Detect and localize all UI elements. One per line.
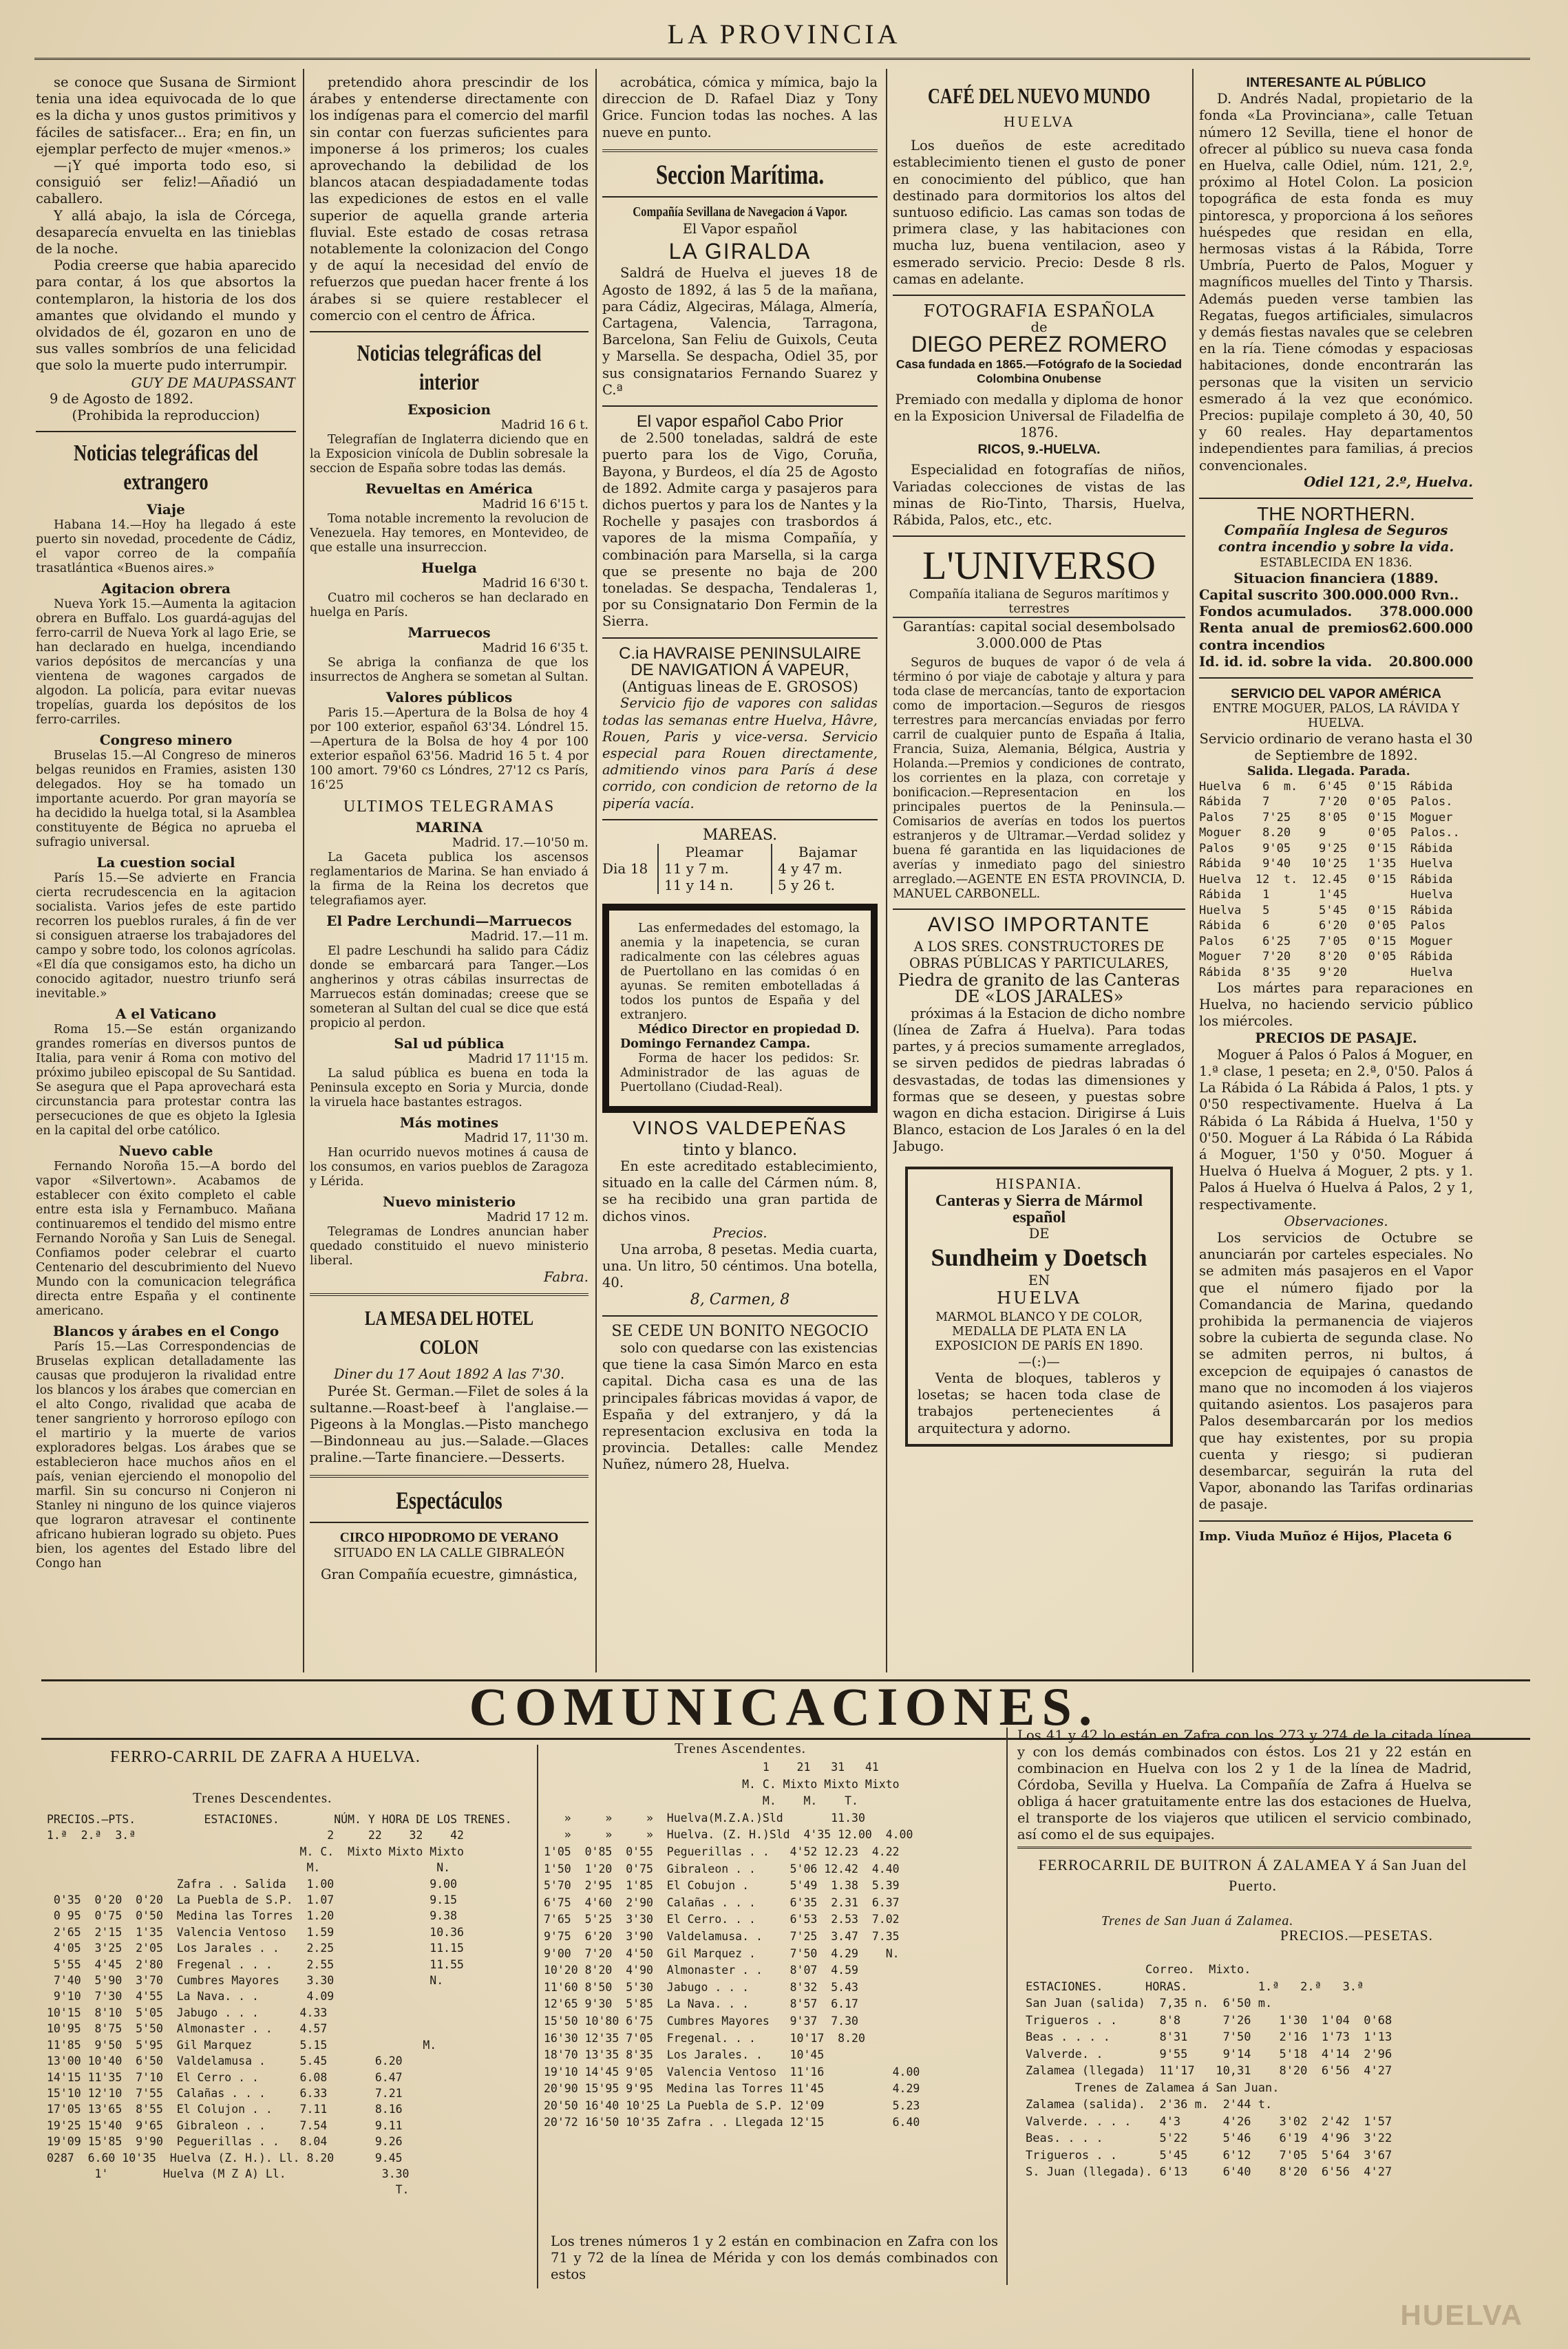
hispania-sep: —(:)— [1018,1353,1060,1370]
northern-title: THE NORTHERN. [1257,503,1415,525]
news-item-heading: Nuevo cable [118,1142,213,1160]
column-rule [1006,1728,1008,2285]
news-item-heading: Viaje [147,501,185,518]
cafe-text: Los dueños de este acreditado establecimiento tienen el gusto de poner en conocimiento del público, que han destinado para dormitorios los altos del suntuoso edificio. Las camas son todas de primera clase, y las habitaciones con mucha luz, buena ventilacion, aseo y esmerado servicio. Precio: Desde 8 rls. camas en adelante. [893,138,1185,287]
section-heading: Noticias telegráficas del interior [357,341,542,396]
fc-asc-table: 1 21 31 41 M. C. Mixto Mixto Mixto M. M. T. » » » Huelva(M.Z.A.)Sld 11.30 » » » Huelva. (Z. H.)Sld 4'35 12.00 4.00 1'05 0'85 0'55 Peguerillas . . 4'52 12.23 4.22 1'50 1'20 0'75 Gibraleon . . 5'06 12.42 4.40 5'70 2'95 1'85 El Cobujon . 5'49 1.38 5.39 6'75 4'60 2'90 Calañas . . . 6'35 2.31 6.37 7'65 5'25 3'30 El Cerro. . . 6'53 2.53 7.02 9'75 6'20 3'90 Valdelamusa. . 7'25 3.47 7.35 9'00 7'20 4'50 Gil Marquez . 7'50 4.29 N. 10'20 8'20 4'90 Almonaster . . 8'07 4.59 11'60 8'50 5'30 Jabugo . . . 8'32 5.43 12'65 9'30 5'85 La Nava. . . 8'57 6.17 15'50 10'80 6'75 Cumbres Mayores 9'37 7.30 16'30 12'35 7'05 Fregenal. . . 10'17 8.20 18'70 13'35 8'35 Los Jarales. . 10'45 19'10 14'45 9'05 Valencia Ventoso 11'16 4.00 20'90 15'95 9'95 Medina las Torres 11'45 4.29 20'50 16'40 10'25 La Puebla de S.P. 12'09 5.23 20'72 16'50 10'35 Zafra . . Llegada 12'15 6.40 [544,1761,920,2129]
cafe-city: HUELVA [1003,114,1075,130]
schedule-row: Rábida 9'40 10'25 1'35 Huelva [1199,857,1453,871]
divider [310,1522,589,1523]
news-item-heading: Valores públicos [385,689,513,706]
vinos-sub: tinto y blanco. [682,1140,798,1159]
mareas-day: Dia 18 [602,860,648,878]
hispania-marmol: MARMOL BLANCO Y DE COLOR, MEDALLA DE PLATA EN LA EXPOSICION DE PARÍS EN 1890. [935,1310,1143,1353]
column-rule [595,69,597,1672]
vinos-title: VINOS VALDEPEÑAS [633,1116,847,1138]
vapor-america-title: SERVICIO DEL VAPOR AMÉRICA [1231,685,1441,701]
story-para: Podia creerse que habia aparecido para contar, á los que absortos la contemplaron, la historia de los dos amantes que olvidando el mundo y olvidados de él, gozaron en uno de sus valles sombríos de una felicidad que solo la muerte pudo interrumpir. [36,257,296,374]
aguas-ad [602,904,878,1113]
news-item-text: París 15.—Las Correspondencias de Bruselas explican detalladamente las causas que produjeron la rivalidad entre los blancos y los árabes que comercian en el alto Congo, rivalidad que acaba de tener sangriento y horroroso epílogo con el martirio y la muerte de varios exploradores belgas. Los árabes que se establecieron hace muchos años en el país, venian ejerciendo el monopolio del marfil. Sin su concurso ni Conjeron ni Stanley ni ninguno de los quince viajeros que lograron atravesar el continente africano hubieran logrado su objeto. Pues bien, los agentes del Estado libre del Congo han [36,1340,296,1571]
aviso-to: A LOS SRES. CONSTRUCTORES DE OBRAS PÚBLICAS Y PARTICULARES, [909,938,1169,972]
imprenta: Imp. Viuda Muñoz é Hijos, Placeta 6 [1199,1529,1452,1544]
buitron-table: Correo. Mixto. ESTACIONES. HORAS. 1.ª 2.ª 3.ª San Juan (salida) 7,35 n. 6'50 m. Trigueros . . 8'8 7'26 1'30 1'04 0'68 Beas . . . . 8'31 7'50 2'16 1'73 1'13 Valverde. . 9'55 9'14 5'18 4'14 2'96 Zalamea (llegada) 11'17 10,31 8'20 6'56 4'27 Trenes de Zalamea á San Juan. Zalamea (salida). 2'36 m. 2'44 t. Valverde. . . . 4'3 4'26 3'02 2'42 1'57 Beas. . . . 5'22 5'46 6'19 4'96 3'22 Trigueros . . 5'45 6'12 7'05 5'64 3'67 S. Juan (llegada). 6'13 6'40 8'20 6'56 4'27 [1026,1963,1392,2179]
column-5 [1199,74,1473,1671]
divider [602,637,878,639]
schedule-row: Rábida 8'35 9'20 Huelva [1199,965,1453,979]
news-items [310,820,589,1268]
precios-label: Precios. [712,1224,767,1241]
news-item-heading: A el Vaticano [115,1006,217,1023]
vapor-america-text: Servicio ordinario de verano hasta el 30 de Septiembre de 1892. [1199,731,1473,764]
schedule-row: Moguer 8.20 9 0'05 Palos.. [1199,826,1460,840]
column-rule [537,1745,538,2288]
hispania-cant: Canteras y Sierra de Mármol español [935,1191,1143,1226]
bajamar [771,844,878,894]
news-item-date: Madrid 16 6'30 t. [482,577,589,591]
news-item-text: Fernando Noroña 15.—A bordo del vapor «Silvertown». Acabamos de establecer con éxito completo el cable entre esta isla y Fernambuco. Mañana continuaremos el tendido del mismo entre Fernando Noroña y San Luis de Senegal. Confiamos poder celebrar el cuarto Centenario del descubrimiento del Nuevo Mundo con la comunicacion telegráfica directa entre España y el continente americano. [36,1160,296,1319]
foto-text: Especialidad en fotografías de niños, Variadas colecciones de vistas de las minas de Rio-Tinto, Tharsis, Huelva, Rábida, Palos, etc., etc. [893,462,1185,529]
story-author: GUY DE MAUPASSANT [131,374,296,391]
precios-pasaje-text: Moguer á Palos ó Palos á Moguer, en 1.ª clase, 1 peseta; en 2.ª, 0'50. Palos á La Rábida ó La Rábida á Palos, 1 pts. y 0'50 respectivamente. Huelva á La Rábida ó La Rábida á Huelva, 1'50 y 0'50. Moguer á La Rábida ó La Rábida á Moguer, 1'50 y 0'50. Moguer á Huelva ó Huelva á Moguer, 2 pts. y 1. Palos á Huelva ó Huelva á Palos, 2 y 1, respectivamente. [1199,1046,1473,1213]
financial-label: Id. id. id. sobre la vida. [1199,653,1373,670]
mesa-menu: Purée St. German.—Filet de soles á la sultanne.—Roast-beef à l'anglaise.—Pigeons à la Monglas.—Pisto manchego—Bindonneau au jus.—Salade.—Glaces praline.—Tarte financiere.—Desserts. [310,1383,589,1466]
foto-de: de [1030,319,1048,336]
observaciones-title: Observaciones. [1284,1213,1388,1229]
financial-label: Capital suscrito 300.000.000 Rvn.. [1199,586,1459,603]
news-item-heading: MARINA [415,819,483,836]
ultimos-heading: ULTIMOS TELEGRAMAS [343,798,555,816]
news-item-date: Madrid 17, 11'30 m. [464,1131,589,1146]
fc-right-text: Los 41 y 42 lo están en Zafra con los 273 y 274 de la citada línea y con los demás combinados con éstos. Los 21 y 22 están en combinacion en Huelva con los 2 y 1 de la línea de Madrid, Córdoba, Sevilla y Huelva. La Compañía de Zafra á Huelva se obliga á hacer gratuitamente entre las dos estaciones de Huelva, el transporte de los viajeros que utilicen el servicio combinado, así como el de sus equipajes. [1017,1728,1472,1842]
story-date: 9 de Agosto de 1892. [50,390,193,407]
news-item-heading: Sal ud pública [394,1035,505,1052]
cabo-text: de 2.500 toneladas, saldrá de este puerto para los de Vigo, Coruña, Bayona, y Burdeos, el día 25 de Agosto de 1892. Admite carga y pasajeros para dichos puertos y para los de Nantes y la Rochelle y pasajes con trasbordos á vapores de la misma Compañía, y combinación para Marsella, si la carga que se presente no baja de 200 toneladas. Se despacha, Tendaleras 1, por su Consignatario Don Fermin de la Sierra. [602,430,878,630]
hispania-text: Venta de bloques, tableros y losetas; se hacen toda clase de trabajos pertenecientes á arquitectura y adorno. [918,1370,1161,1436]
news-item-date: Madrid 16 6 t. [500,418,589,433]
havraise-title: C.ia HAVRAISE PENINSULAIRE [619,644,861,663]
havraise-text: Servicio fijo de vapores con salidas todas las semanas entre Huelva, Hâvre, Rouen, Paris y vice-versa. Servicio especial para Rouen directamente, admitiendo vinos para París á dese corrido, con condicion de retorno de la pipería vacía. [602,695,878,811]
bajamar-val: 4 y 47 m. [778,860,843,878]
mareas-title: MAREAS. [702,826,778,844]
divider [893,535,1185,537]
news-item-text: Toma notable incremento la revolucion de Venezuela. Hay temores, en Montevideo, de que estalle una insurreccion. [310,512,589,555]
news-item-text: Telegrafían de Inglaterra diciendo que en la Exposicion vinícola de Dublin sobresale la seccion de España sobre todas las demás. [310,433,589,476]
news-item-text: París 15.—Se advierte en Francia cierta recrudescencia en la agitacion socialista. Varios jefes de este partido recorren los pueblos rurales, á fin de ver si consiguen atraerse los trabajadores del campo y sobre todo, los colonos agrícolas. «El día que consigamos esto, ha dicho un conocido agitador, nuestro triunfo será inevitable.» [36,871,296,1001]
northern-sit: Situacion financiera (1889. [1233,570,1439,586]
news-items [36,502,296,1571]
espectaculos-heading: Espectáculos [396,1486,502,1514]
schedule-row: Palos 7'25 8'05 0'15 Moguer [1199,810,1453,825]
divider [893,295,1185,296]
news-item-text: Se abriga la confianza de que los insurrectos de Anghera se sometan al Sultan. [310,656,589,685]
news-item-heading: Marruecos [407,624,491,641]
schedule-row: Rábida 7 7'20 0'05 Palos. [1199,795,1453,809]
news-item-heading: Agitacion obrera [101,580,231,597]
financial-value: 62.600.000 [1388,620,1473,637]
comunicaciones-heading: COMUNICACIONES. [469,1677,1099,1736]
hispania-title: HISPANIA. [995,1176,1083,1192]
aviso-piedra: Piedra de granito de las Canteras DE «LOS JARALES» [898,970,1180,1007]
schedule-row: Palos 9'05 9'25 0'15 Rábida [1199,841,1453,855]
divider [310,331,589,332]
universo-sub: Compañía italiana de Seguros marítimos y terrestres [893,588,1185,618]
news-item-heading: La cuestion social [96,854,235,871]
column-rule [303,69,304,1672]
divider [1199,498,1473,499]
schedule-row: Huelva 5 5'45 0'15 Rábida [1199,903,1453,917]
fc-desc-table: PRECIOS.—PTS. ESTACIONES. NÚM. Y HORA DE LOS TRENES. 1.ª 2.ª 3.ª 2 22 32 42 M. C. Mixto Mixto Mixto M. N. Zafra . . Salida 1.00 9.00 0'35 0'20 0'20 La Puebla de S.P. 1.07 9.15 0 95 0'75 0'50 Medina las Torres 1.20 9.38 2'65 2'15 1'35 Valencia Ventoso 1.59 10.36 4'05 3'25 2'05 Los Jarales . . 2.25 11.15 5'55 4'45 2'80 Fregenal . . . 2.55 11.55 7'40 5'90 3'70 Cumbres Mayores 3.30 N. 9'10 7'30 4'55 La Nava. . . 4.09 10'15 8'10 5'05 Jabugo . . . 4.33 10'95 8'75 5'50 Almonaster . . 4.57 11'85 9'50 5'95 Gil Marquez 5.15 M. 13'00 10'40 6'50 Valdelamusa . 5.45 6.20 14'15 11'35 7'10 El Cerro . . 6.08 6.47 15'10 12'10 7'55 Calañas . . . 6.33 7.21 17'05 13'65 8'55 El Colujon . . 7.11 8.16 19'25 15'40 9'65 Gibraleon . . 7.54 9.11 19'09 15'85 9'90 Peguerillas . . 8.04 9.26 0287 6.60 10'35 Huelva (Z. H.). Ll. 8.20 9.45 1' Huelva (M Z A) Ll. 3.30 T. [47,1813,512,2197]
intro-para: pretendido ahora prescindir de los árabes y entenderse directamente con los indígenas para el comercio del marfil sin contar con fuerzas suficientes para imponerse á los primeros; los cuales aprovechando la debilidad de los blancos atacan despiadadamente todas las expediciones de estos en el valle superior de aquella grande arteria fluvial. Este estado de cosas retrasa notablemente la colonizacion del Congo y de aquí la necesidad del envío de refuerzos que puedan hacer frente á los árabes si se quiere restablecer el comercio con el centro de África. [310,74,589,323]
column-rule [1192,69,1194,1672]
news-item-text: Habana 14.—Hoy ha llegado á este puerto sin novedad, procedente de Cádiz, el vapor correo de la compañía trasatlántica «Buenos aires.» [36,518,296,576]
news-item-heading: Revueltas en América [365,480,533,498]
hispania-sund: Sundheim y Doetsch [931,1244,1147,1272]
story-para: se conoce que Susana de Sirmiont tenia una idea equivocada de lo que es la dicha y unos gustos primitivos y fáciles de satisfacer... Era; en fin, un ejemplar perfecto de mujer «menos.» [36,74,296,157]
financial-label: Fondos acumulados. [1199,604,1353,620]
precios-text: Una arroba, 8 pesetas. Media cuarta, una. Un litro, 50 céntimos. Una botella, 40. [602,1241,878,1291]
fc-title: FERRO-CARRIL DE ZAFRA A HUELVA. [110,1748,421,1766]
financial-value: 378.000.000 [1379,604,1473,620]
financial-row [1199,587,1473,604]
news-item-date: Madrid 17 11'15 m. [467,1052,589,1067]
aviso-text: próximas á la Estacion de dicho nombre (línea de Zafra á Huelva). Para todas partes, y á precios sumamente arreglados, se sirven pedidos de piedras labradas ó desvastadas, de todas las dimensiones y formas que se deseen, y puestas sobre wagon en dicha estacion. Dirigirse á Luis Blanco, estacion de Los Jarales ó en la del Jabugo. [893,1005,1185,1155]
foto-title: FOTOGRAFIA ESPAÑOLA [923,301,1155,321]
aviso-title: AVISO IMPORTANTE [927,913,1151,936]
schedule-header: Salida. Llegada. Parada. [1247,764,1410,778]
divider [1199,1520,1473,1522]
divider [602,819,878,820]
masthead: LA PROVINCIA [667,19,901,50]
foto-fund: Casa fundada en 1865.—Fotógrafo de la Sociedad Colombina Onubense [896,357,1183,385]
agency: Fabra. [543,1268,589,1286]
news-item-text: Nueva York 15.—Aumenta la agitacion obrera en Buffalo. Los guardá-agujas del ferro-carril de Nueva York al lago Erie, se han declarado en huelga, incendiando varios depósitos de mercancías y una vientena de wagones cargados de algodon. La policía, para evitar nuevas tropelías, guarda los depósitos de los ferro-carriles. [36,597,296,727]
pleamar-val: 11 y 7 m. [664,860,729,878]
circo-title: CIRCO HIPODROMO DE VERANO [339,1530,559,1545]
universo-text: Seguros de buques de vapor ó de vela á término ó por viaje de cabotaje y altura y para toda clase de mercancías, tanto de exportacion como de importacion.—Seguros de riesgos terrestres para mercancías enviadas por ferro carril de cualquier punto de España á Italia, Francia, Suiza, Alemania, Bélgica, Austria y Holanda.—Premios y condiciones de contrato, los corrientes en la plaza, con corretaje y bonificacion.—Representacion en los principales puertos de la Peninsula.—Comisarios de averías en todos los puertos estranjeros y de Ultramar.—Verdad solidez y buena fé garantida en las liquidaciones de averías y inmediato pago del siniestro arreglado.—AGENTE EN ESTA PROVINCIA, D. MANUEL CARBONELL. [893,655,1185,901]
diego-title: DIEGO PEREZ ROMERO [911,332,1167,357]
financial-label: Renta anual de premios contra incendios [1199,620,1389,653]
schedule-row: Rábida 6 6'20 0'05 Palos [1199,919,1446,933]
story-para: —¡Y qué importa todo eso, si consiguió ser feliz!—Añadió un caballero. [36,158,296,207]
precios-pasaje-title: PRECIOS DE PASAJE. [1255,1030,1417,1046]
schedule-row: Huelva 12 t. 12.45 0'15 Rábida [1199,872,1453,886]
corner-logo: HUELVA [1400,2299,1523,2331]
buitron-sub: Trenes de San Juan á Zalamea. [1101,1913,1294,1928]
vinos-text: En este acreditado establecimiento, situado en la calle del Cármen núm. 8, se ha recibido una gran partida de dichos vinos. [602,1158,878,1224]
foto-premiado: Premiado con medalla y diploma de honor en la Exposicion Universal de Filadelfia de 1876. [893,391,1185,441]
havraise-title2: DE NAVIGATION Á VAPEUR, [631,660,849,679]
hispania-huelva: HUELVA [997,1288,1081,1308]
news-item-heading: Más motines [399,1114,499,1131]
news-items [310,403,589,793]
observaciones-text: Los servicios de Octubre se anunciarán por carteles especiales. No se admiten más pasajeros en el Vapor que el número fijado por la Comandancia de Marina, quedando prohibida la permanencia de viajeros sobre la cubierta de segunda clase. No se admiten perros, ni bultos, á excepcion de equipajes ó canastos de mano que no incomoden á los viajeros quitando asientos. Los pasajeros para Palos desembarcarán por los medios que hay existentes, por su propia cuenta y riesgo; si pudieran desembarcar, seguirán la ruta del Vapor, abonando las Tarifas ordinarias de pasaje. [1199,1230,1473,1513]
odiel-address: Odiel 121, 2.º, Huelva. [1304,474,1473,490]
column-rule [886,69,887,1672]
compania-title: Compañía Sevillana de Navegacion á Vapor. [633,204,847,220]
news-item-date: Madrid 16 6'35 t. [482,641,589,656]
story-prohib: (Prohibida la reproduccion) [72,407,260,424]
universo-title: L'UNIVERSO [922,543,1156,588]
circo-text: Gran Compañía ecuestre, gimnástica, [320,1566,578,1582]
circo-sub: SITUADO EN LA CALLE GIBRALEÓN [333,1546,565,1560]
mesa-title: LA MESA DEL HOTEL COLON [364,1307,534,1359]
financial-row [1199,620,1473,653]
news-item-text: Cuatro mil cocheros se han declarado en huelga en París. [310,591,589,620]
buitron-precios: PRECIOS.—PESETAS. [1280,1927,1433,1944]
news-item-date: Madrid. 17.—11 m. [470,930,589,944]
fc-desc-title: Trenes Descendentes. [193,1789,332,1806]
divider [310,1475,589,1478]
column-3 [602,74,878,1671]
seccion-maritima-heading: Seccion Marítima. [655,158,825,190]
carmen: 8, Carmen, 8 [690,1290,790,1308]
mesa-date: Diner du 17 Aout 1892 A las 7'30. [333,1366,565,1383]
news-item-date: Madrid 17 12 m. [486,1211,589,1225]
cafe-title: CAFÉ DEL NUEVO MUNDO [927,83,1151,108]
vapor-note: Los mártes para reparaciones en Huelva, no haciendo servicio público los miércoles. [1199,980,1473,1030]
hispania-en: EN [1028,1273,1050,1289]
divider [602,196,878,198]
bajamar-val: 5 y 26 t. [778,877,835,894]
financial-row [1199,654,1473,670]
news-item-heading: Congreso minero [99,732,233,749]
aguas-text2: Forma de hacer los pedidos: Sr. Administrador de las aguas de Puertollano (Ciudad-Real). [620,1051,860,1094]
northern-sub: Compañía Inglesa de Seguros contra incendio y sobre la vida. [1218,522,1454,555]
intro-para: acrobática, cómica y mímica, bajo la direccion de D. Rafael Diaz y Tony Grice. Funcion todas las noches. A las nueve en punto. [602,74,878,140]
vapor-label: El Vapor español [682,221,798,237]
divider [602,405,878,407]
divider [602,1315,878,1317]
cabo-title: El vapor español Cabo Prior [636,412,844,432]
hispania-ad [905,1167,1173,1447]
pleamar [657,844,764,894]
vapor-america-sub: ENTRE MOGUER, PALOS, LA RÁVIDA Y HUELVA. [1212,702,1460,731]
foto-rico: RICOS, 9.-HUELVA. [977,442,1101,458]
divider [602,149,878,152]
mareas-table [602,844,878,894]
news-item-text: Telegramas de Londres anuncian haber quedado constituido el nuevo ministerio liberal. [310,1225,589,1268]
divider [1017,1847,1472,1849]
buitron-title: FERROCARRIL DE BUITRON Á ZALAMEA Y á San Juan del Puerto. [1038,1856,1468,1894]
news-item-date: Madrid 16 6'15 t. [482,498,589,512]
news-item-heading: El Padre Lerchundi—Marruecos [326,913,572,930]
giralda-text: Saldrá de Huelva el jueves 18 de Agosto de 1892, á las 5 de la mañana, para Cádiz, Algeciras, Málaga, Almería, Cartagena, Valencia, Tarragona, Barcelona, San Feliu de Guixols, Ceuta y Marsella. Se despacha, Odiel 35, por sus consignatarios Fernando Suarez y C.ª [602,265,878,398]
schedule-row: Moguer 7'20 8'20 0'05 Rábida [1199,950,1453,964]
aguas-text: Las enfermedades del estomago, la anemia y la inapetencia, se curan radicalmente con las célebres aguas de Puertollano en las comidas ó en ayunas. Se remiten embotelladas á todos los puntos de España y del extranjero. [620,921,860,1022]
aguas-director: Médico Director en propiedad D. Domingo Fernandez Campa. [620,1022,860,1051]
financial-row [1199,604,1473,620]
divider [36,431,296,432]
column-1 [36,74,296,1671]
fc-nota: Los trenes números 1 y 2 están en combinacion en Zafra con los 71 y 72 de la línea de Mérida y con los demás combinados con estos [551,2233,998,2282]
schedule-row: Huelva 6 m. 6'45 0'15 Rábida [1199,779,1453,794]
column-2 [310,74,589,1671]
hispania-de: DE [1028,1226,1050,1242]
news-item-text: El padre Leschundi ha salido para Cádiz donde se embarcará para Tanger.—Los angherinos y otras cábilas insurrectas de Marruecos están dominadas; creese que se someteran al Sultan del cual se dice que está propicio al perdon. [310,944,589,1031]
schedule-row: Palos 6'25 7'05 0'15 Moguer [1199,934,1453,948]
news-item-text: Paris 15.—Apertura de la Bolsa de hoy 4 por 100 exterior, español 63'34. Lóndrel 15.—Apertura de la Bolsa de hoy 4 por 100 exterior español 63'56. Madrid 16 5 t. 4 por 100 amort. 79'60 cs Lóndres, 27'12 cs París, 16'25 [310,706,589,793]
fc-asc-title: Trenes Ascendentes. [675,1740,806,1756]
news-item-text: Roma 15.—Se están organizando grandes romerías en diversos puntos de Italia, para venir á Roma con motivo del próximo jubileo episcopal de Su Santidad. Se asegura que el Papa aprovechará esta circunstancia para protestar contra las persecuciones de que es objeto la Iglesia en la capital del orbe católico. [36,1023,296,1138]
schedule-table [1199,779,1473,981]
northern-estab: ESTABLECIDA EN 1836. [1260,555,1412,570]
giralda-title: LA GIRALDA [668,239,812,264]
divider [310,1293,589,1296]
pleamar-label: Pleamar [685,843,743,860]
story-para: Y allá abajo, la isla de Córcega, desaparecía envuelta en las tinieblas de la noche. [36,207,296,257]
divider [893,908,1185,910]
news-item-heading: Blancos y árabes en el Congo [52,1323,279,1340]
news-item-date: Madrid. 17.—10'50 m. [452,836,589,851]
section-heading: Noticias telegráficas del extrangero [73,440,259,496]
news-item-text: La Gaceta publica los ascensos reglamentarios de Marina. Se han enviado á la firma de la Reina los decretos que telegrafiamos ayer. [310,851,589,908]
interesante-title: INTERESANTE AL PÚBLICO [1246,75,1426,90]
interesante-text: D. Andrés Nadal, propietario de la fonda «La Provinciana», calle Tetuan número 12 Sevilla, tiene el honor de ofrecer al público su nueva casa fonda en Huelva, calle Odiel, núm. 121, 2.º, próximo al Hotel Colon. La posicion topográfica de esta fonda es muy pintoresca, y proporciona á los señores huéspedes que residan en ella, hermosas vistas á la Rábida, Torre Umbría, Puerto de Palos, Moguer y magníficos muelles del Tinto y Tharsis. Además pueden verse tambien las Regatas, fuegos artificiales, simulacros y demás fiestas navales que se celebren en la ría. Tiene cómodas y espaciosas habitaciones, donde encontrarán las personas que la visiten un servicio esmerado á la vez que económico. Precios: pupilaje completo á 30, 40, 50 y 60 reales. Hay departamentos independientes para familias, á precios convencionales. [1199,91,1473,474]
financial-value: 20.800.000 [1388,653,1473,670]
news-item-heading: Exposicion [407,401,491,418]
news-item-heading: Huelga [421,560,477,577]
bajamar-label: Bajamar [798,843,858,860]
column-4 [893,74,1185,1671]
cede-text: solo con quedarse con las existencias que tiene la casa Simón Marco en esta capital. Dicha casa es una de las principales fábricas movidas á vapor, de España y del extranjero, y dá la representacion exclusiva en toda la provincia. Detalles: calle Mendez Nuñez, número 28, Huelva. [602,1339,878,1473]
masthead-rule [34,58,1530,60]
pleamar-val: 11 y 14 n. [664,877,734,894]
news-item-text: Han ocurrido nuevos motines á causa de los consumos, en varios pueblos de Zaragoza y Lérida. [310,1146,589,1189]
news-item-heading: Nuevo ministerio [382,1193,516,1211]
universo-garantias: Garantías: capital social desembolsado 3.000.000 de Ptas [902,618,1176,652]
cede-title: SE CEDE UN BONITO NEGOCIO [611,1322,869,1340]
havraise-sub: (Antiguas lineas de E. GROSOS) [622,679,858,696]
news-item-text: La salud pública es buena en toda la Peninsula excepto en Soria y Murcia, donde la viruela hace bastantes estragos. [310,1067,589,1110]
divider [1199,677,1473,679]
financial-table [1199,587,1473,670]
news-item-text: Bruselas 15.—Al Congreso de mineros belgas reunidos en Framies, asisten 130 delegados. Hoy se ha tomado un importante acuerdo. Por gran mayoría se ha decidido la huelga total, si la Asamblea constituyente de Bégica no aprueba el sufragio universal. [36,749,296,850]
schedule-row: Rábida 1 1'45 Huelva [1199,888,1453,902]
